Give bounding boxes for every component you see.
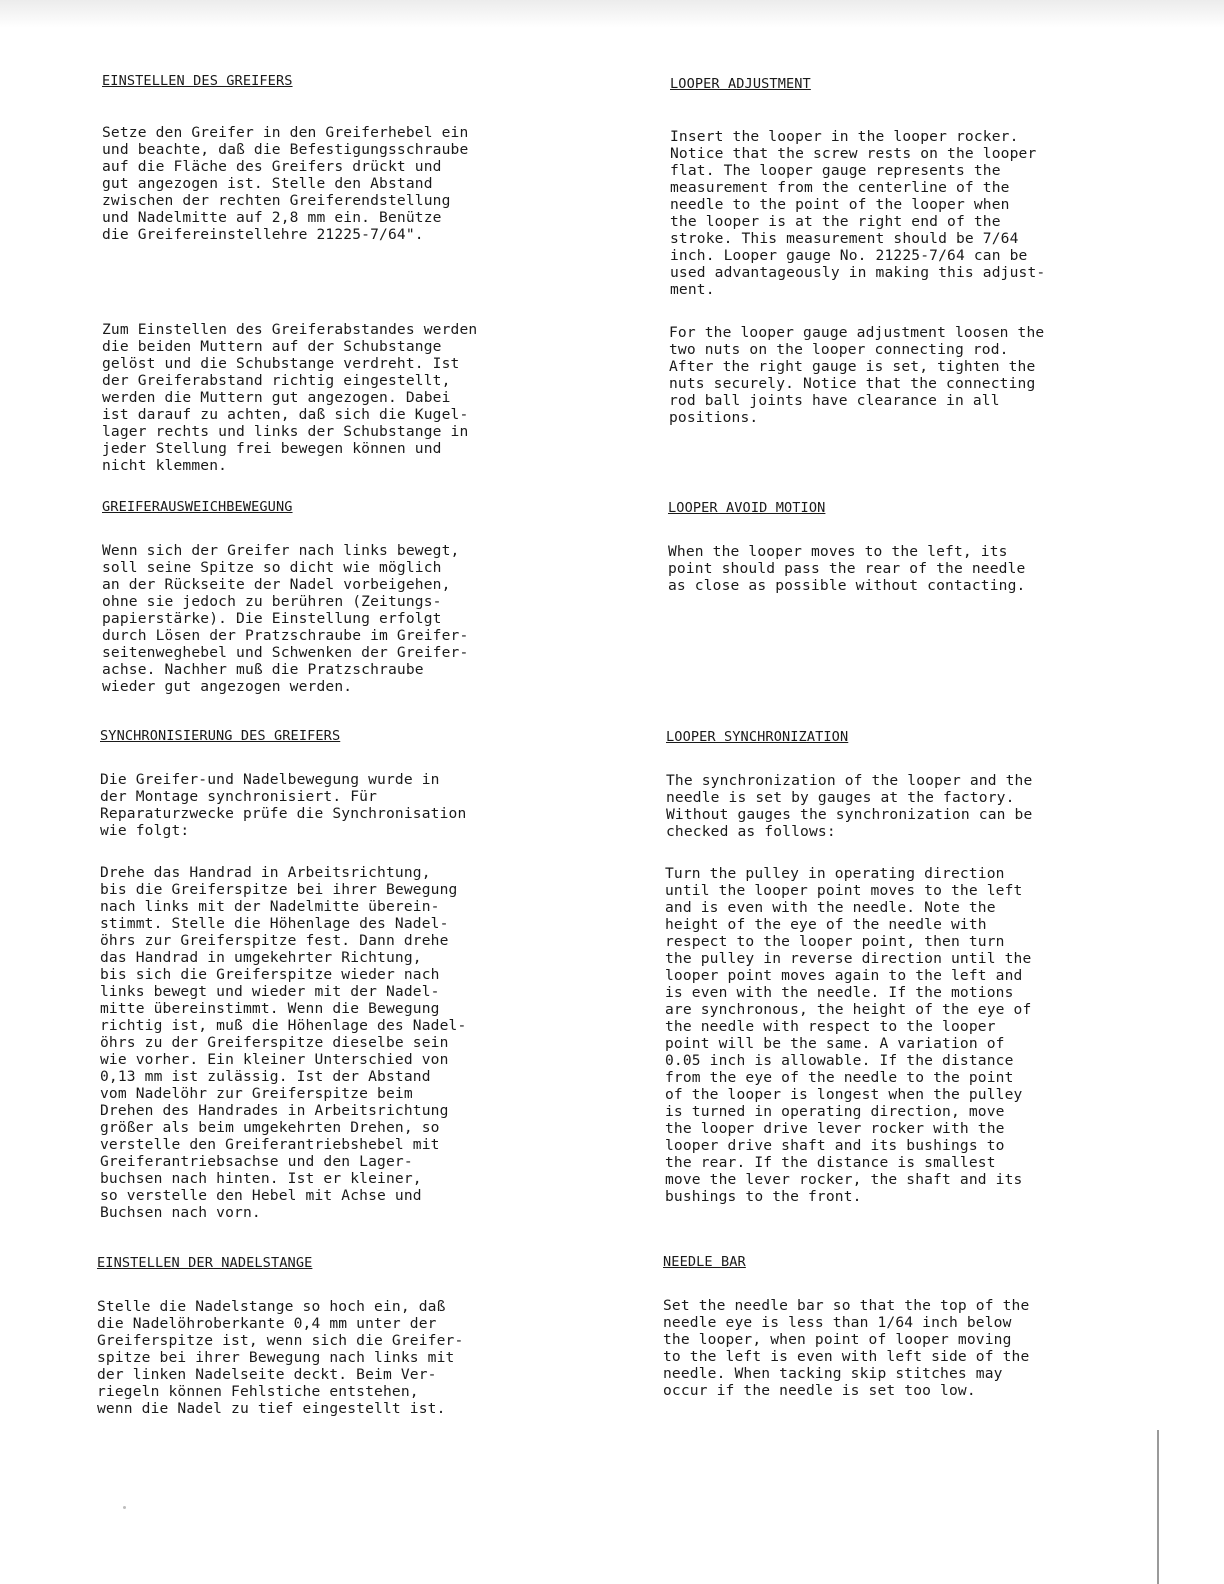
english-paragraph-gauge-adjustment: For the looper gauge adjustment loosen the two nuts on the looper connecting rod. After the right gauge is set, tighten the nuts securely. Notice that the connecting rod ball joints have clearance in all positions. [669, 324, 1045, 426]
english-paragraph-needle-bar: Set the needle bar so that the top of the needle eye is less than 1/64 inch below the looper, when point of looper moving to the left is even with left side of the needle. When tacking skip stitches may occur if the needle is set too low. [663, 1297, 1030, 1399]
scan-shadow [0, 0, 1224, 28]
scan-edge-line [1157, 1430, 1159, 1584]
german-heading-needle-bar: EINSTELLEN DER NADELSTANGE [97, 1255, 313, 1271]
english-paragraph-synchronization-intro: The synchronization of the looper and the needle is set by gauges at the factory. Without gauges the synchronization can be checked as follows: [666, 772, 1033, 840]
english-heading-looper-adjustment: LOOPER ADJUSTMENT [670, 76, 811, 92]
german-paragraph-gauge-adjustment: Zum Einstellen des Greiferabstandes werden die beiden Muttern auf der Schubstange gelöst und die Schubstange verdreht. Ist der Greiferabstand richtig eingestellt, werden die Muttern gut angezogen. Dabei ist darauf zu achten, daß sich die Kugel- lager rechts und links der Schubstange in jeder Stellung frei bewegen können und nicht klemmen. [102, 321, 478, 474]
german-paragraph-avoid-motion: Wenn sich der Greifer nach links bewegt, soll seine Spitze so dicht wie möglich an der Rückseite der Nadel vorbeigehen, ohne sie jedoch zu berühren (Zeitungs- papierstärke). Die Einstellung erfolgt durch Lösen der Pratzschraube im Greifer- seitenweghebel und Schwenken der Greifer- achse. Nachher muß die Pratzschraube wieder gut angezogen werden. [102, 542, 469, 695]
german-heading-avoid-motion: GREIFERAUSWEICHBEWEGUNG [102, 499, 293, 515]
english-paragraph-avoid-motion: When the looper moves to the left, its point should pass the rear of the needle as close as possible without contacting. [668, 543, 1026, 594]
scan-speck [123, 1506, 126, 1509]
english-heading-needle-bar: NEEDLE BAR [663, 1254, 746, 1270]
english-heading-avoid-motion: LOOPER AVOID MOTION [668, 500, 826, 516]
german-heading-looper-adjustment: EINSTELLEN DES GREIFERS [102, 73, 293, 89]
german-paragraph-looper-adjustment: Setze den Greifer in den Greiferhebel ein und beachte, daß die Befestigungsschraube auf die Fläche des Greifers drückt und gut angezogen ist. Stelle den Abstand zwischen der rechten Greiferendstellung und Nadelmitte auf 2,8 mm ein. Benütze die Greifereinstellehre 21225-7/64". [102, 124, 469, 243]
english-paragraph-synchronization-procedure: Turn the pulley in operating direction until the looper point moves to the left and is even with the needle. Note the height of the eye of the needle with respect to the looper point, then turn the pulley in reverse direction until the looper point moves again to the left and is even with the needle. If the motions are synchronous, the height of the eye of the needle with respect to the looper point will be the same. A variation of 0.05 inch is allowable. If the distance from the eye of the needle to the point of the looper is longest when the pulley is turned in operating direction, move the looper drive lever rocker with the looper drive shaft and its bushings to the rear. If the distance is smallest move the lever rocker, the shaft and its bushings to the front. [665, 865, 1032, 1205]
english-heading-synchronization: LOOPER SYNCHRONIZATION [666, 729, 849, 745]
german-heading-synchronization: SYNCHRONISIERUNG DES GREIFERS [100, 728, 341, 744]
english-paragraph-looper-adjustment: Insert the looper in the looper rocker. Notice that the screw rests on the looper flat. The looper gauge represents the measurement from the centerline of the needle to the point of the looper when the looper is at the right end of the stroke. This measurement should be 7/64 inch. Looper gauge No. 21225-7/64 can be used advantageously in making this adjust- ment. [670, 128, 1046, 298]
german-paragraph-synchronization-intro: Die Greifer-und Nadelbewegung wurde in der Montage synchronisiert. Für Reparaturzwecke prüfe die Synchronisation wie folgt: [100, 771, 467, 839]
german-paragraph-synchronization-procedure: Drehe das Handrad in Arbeitsrichtung, bis die Greiferspitze bei ihrer Bewegung nach links mit der Nadelmitte überein- stimmt. Stelle die Höhenlage des Nadel- öhrs zur Greiferspitze fest. Dann drehe das Handrad in umgekehrter Richtung, bis sich die Greiferspitze wieder nach links bewegt und wieder mit der Nadel- mitte übereinstimmt. Wenn die Bewegung richtig ist, muß die Höhenlage des Nadel- öhrs zu der Greiferspitze dieselbe sein wie vorher. Ein kleiner Unterschied von 0,13 mm ist zulässig. Ist der Abstand vom Nadelöhr zur Greiferspitze beim Drehen des Handrades in Arbeitsrichtung größer als beim umgekehrten Drehen, so verstelle den Greiferantriebshebel mit Greiferantriebsachse und den Lager- buchsen nach hinten. Ist er kleiner, so verstelle den Hebel mit Achse und Buchsen nach vorn. [100, 864, 467, 1221]
german-paragraph-needle-bar: Stelle die Nadelstange so hoch ein, daß die Nadelöhroberkante 0,4 mm unter der Greiferspitze ist, wenn sich die Greifer- spitze bei ihrer Bewegung nach links mit der linken Nadelseite deckt. Beim Ver- riegeln können Fehlstiche entstehen, wenn die Nadel zu tief eingestellt ist. [97, 1298, 464, 1417]
